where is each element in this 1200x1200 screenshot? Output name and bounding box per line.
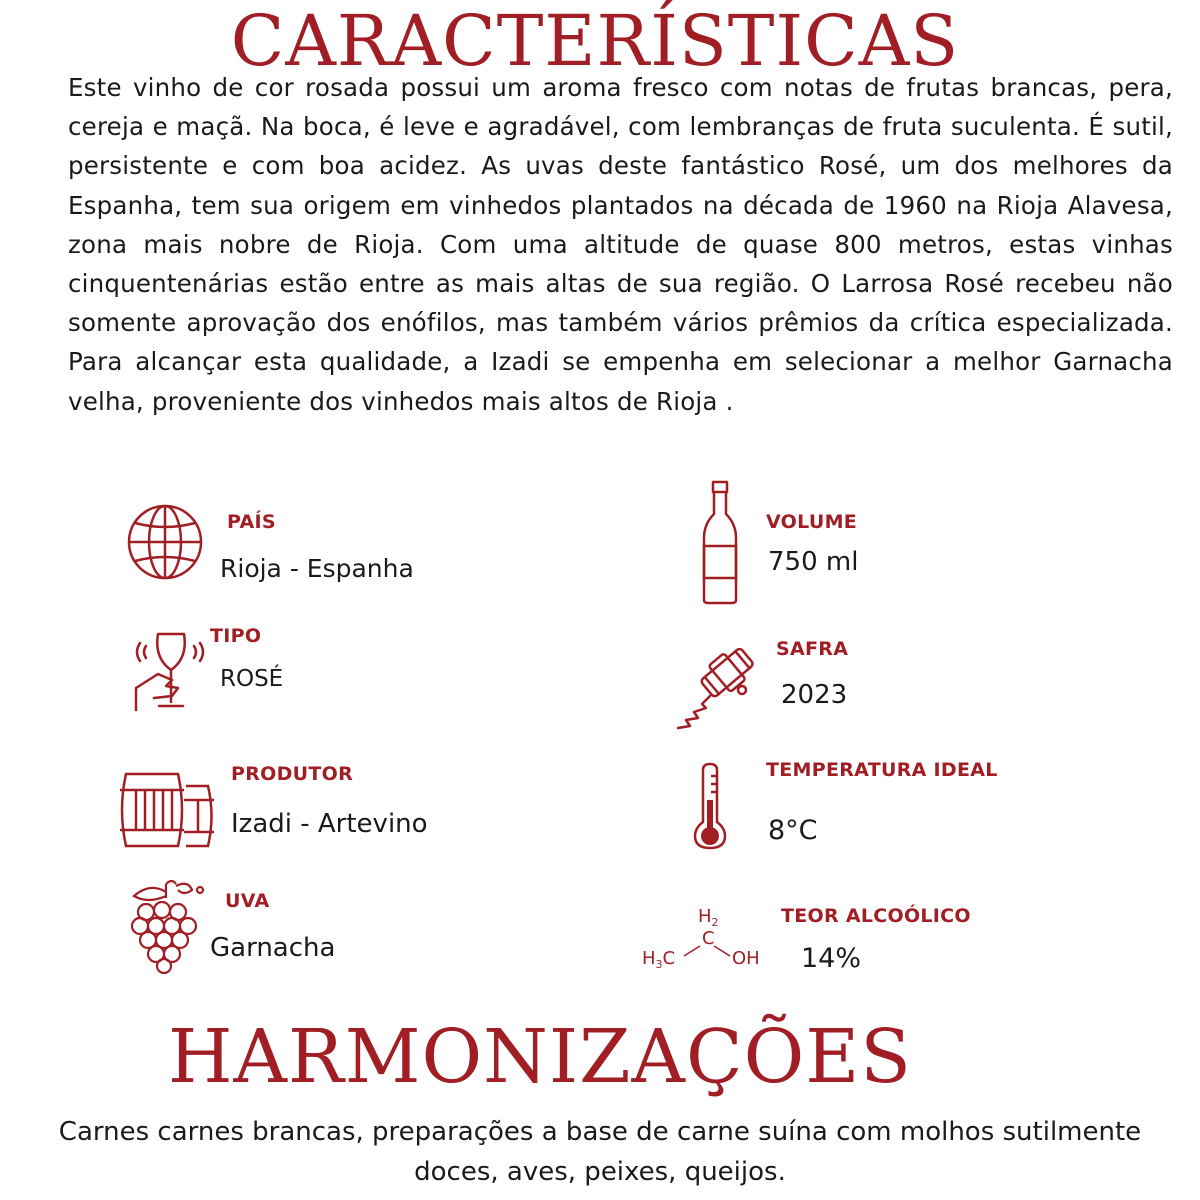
formula-c: C — [702, 928, 715, 949]
spec-value: Izadi - Artevino — [231, 809, 428, 839]
wine-glass-hand-icon — [132, 628, 208, 712]
spec-value: 8°C — [768, 815, 818, 846]
corkscrew-icon — [672, 634, 772, 734]
formula-sub: 2 — [711, 916, 719, 929]
svg-text:H2 — [698, 906, 719, 929]
spec-label: PAÍS — [227, 511, 276, 533]
spec-label: SAFRA — [776, 638, 849, 660]
spec-value: 14% — [801, 943, 862, 974]
spec-value: 750 ml — [768, 547, 859, 577]
spec-value: Rioja - Espanha — [220, 554, 414, 583]
spec-label: TEMPERATURA IDEAL — [766, 759, 998, 781]
spec-label: TIPO — [210, 625, 262, 647]
spec-label: VOLUME — [766, 511, 858, 533]
spec-label: UVA — [225, 890, 270, 912]
spec-value: Garnacha — [210, 933, 336, 963]
spec-label: PRODUTOR — [231, 763, 354, 785]
barrels-icon — [118, 770, 218, 850]
svg-text:H3C — [642, 948, 675, 971]
formula-c: C — [662, 948, 676, 969]
formula-oh: OH — [732, 948, 760, 969]
wine-description: Este vinho de cor rosada possui um aroma fresco com notas de frutas brancas, pera, cereja e maçã. Na boca, é leve e agradável, com lembranças de fruta suculenta. É sutil, persistente e com boa acidez. As uvas deste fantástico Rosé, um dos melhores da Espanha, tem sua origem em vinhedos plantados na década de 1960 na Rioja Alavesa, zona mais nobre de Rioja. Com uma altitude de quase 800 metros, estas vinhas cinquentenárias estão entre as mais altas de sua região. O Larrosa Rosé recebeu não somente aprovação dos enófilos, mas também vários prêmios da crítica especializada. Para alcançar esta qualidade, a Izadi se empenha em selecionar a melhor Garnacha velha, proveniente dos vinhedos mais altos de Rioja . — [68, 73, 1173, 416]
section-title: HARMONIZAÇÕES — [168, 1014, 912, 1100]
spec-value: ROSÉ — [220, 666, 284, 692]
page-title: CARACTERÍSTICAS — [230, 0, 960, 82]
formula-h: H — [698, 906, 712, 927]
bottle-icon — [700, 480, 740, 606]
ethanol-formula-icon — [640, 902, 770, 972]
globe-icon — [126, 503, 204, 581]
grapes-icon — [126, 878, 206, 974]
spec-label: TEOR ALCOÓLICO — [781, 905, 971, 927]
pairing-text: Carnes carnes brancas, preparações a base de carne suína com molhos sutilmente doces, aves, peixes, queijos. — [58, 1117, 1142, 1187]
spec-value: 2023 — [781, 680, 848, 710]
formula-sub: 3 — [655, 958, 663, 971]
thermometer-icon — [693, 762, 727, 850]
formula-h: H — [642, 948, 656, 969]
